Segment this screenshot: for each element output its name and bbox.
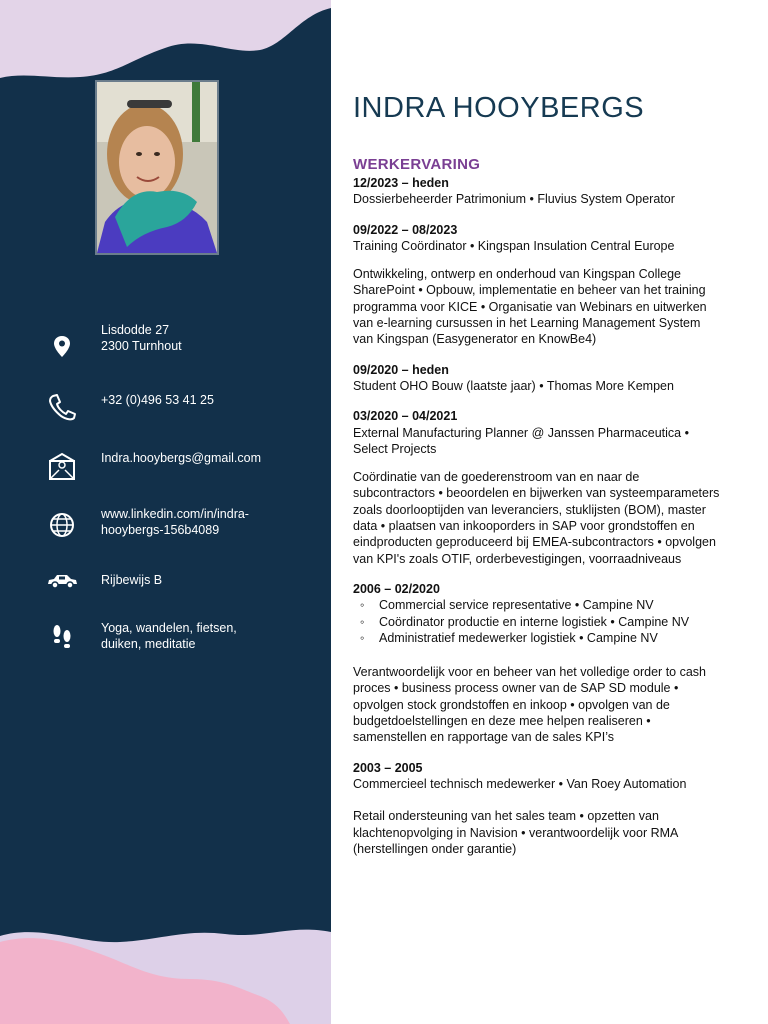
phone-icon [45, 392, 79, 422]
sidebar [0, 0, 331, 1024]
job-entry [353, 175, 723, 208]
profile-photo [95, 80, 219, 255]
job-entry [353, 362, 723, 395]
job-dates: 03/2020 – 04/2021 [353, 409, 458, 424]
linkedin-url-line-2[interactable]: hooybergs-156b4089 [101, 523, 220, 537]
job-role: Dossierbeheerder Patrimonium • Fluvius System Operator [353, 192, 675, 207]
hobbies-line-1: Yoga, wandelen, fietsen, [101, 621, 237, 635]
job-dates: 2006 – 02/2020 [353, 581, 440, 596]
job-role-item: ◦ Commercial service representative • Campine NV [353, 597, 723, 613]
location-pin-icon [45, 332, 79, 362]
job-description: Ontwikkeling, ontwerp en onderhoud van Kingspan College SharePoint • Opbouw, implementatie en beheer van het training programma voor KICE • Organisatie van Webinars en uitwerken van e-learning cursussen in het Learning Management System van Kingspan (Easygenerator en KnowBe4) [353, 267, 707, 347]
hobbies-line-2: duiken, meditatie [101, 637, 196, 651]
email-address[interactable]: Indra.hooybergs@gmail.com [101, 451, 261, 465]
email-icon [45, 452, 79, 482]
job-entry [353, 408, 723, 567]
job-dates: 09/2020 – heden [353, 362, 449, 377]
globe-icon [45, 510, 79, 540]
linkedin-url-line-1[interactable]: www.linkedin.com/in/indra- [101, 507, 249, 521]
job-dates: 12/2023 – heden [353, 176, 449, 190]
address-line-2: 2300 Turnhout [101, 339, 182, 353]
job-role: External Manufacturing Planner @ Janssen Pharmaceutica • Select Projects [353, 425, 689, 456]
car-icon [45, 565, 79, 595]
main-content [353, 88, 723, 857]
job-entry [353, 222, 723, 348]
job-role: Commercieel technisch medewerker • Van Roey Automation [353, 776, 687, 791]
job-role-item: ◦ Coördinator productie en interne logistiek • Campine NV [353, 614, 723, 630]
job-role-item: ◦ Administratief medewerker logistiek • Campine NV [353, 630, 723, 646]
job-entry [353, 581, 723, 746]
footprints-icon [45, 622, 79, 652]
job-entry [353, 760, 723, 857]
address-line-1: Lisdodde 27 [101, 323, 170, 337]
candidate-name: INDRA HOOYBERGS [353, 92, 645, 124]
phone-number[interactable]: +32 (0)496 53 41 25 [101, 393, 214, 407]
job-description: Coördinatie van de goederenstroom van en naar de subcontractors • beoordelen en bijwerken van systeemparameters zoals doorlooptijden van leveranciers, stuklijsten (BOM), master data • plaatsen van inkooporders in SAP voor grondstoffen en eindproducten geproduceerd bij EMEA-subcontractors • opvolgen van KPI's zoals OTIF, orderbevestigingen, voorraadniveaus [353, 470, 720, 566]
job-dates: 2003 – 2005 [353, 760, 423, 775]
license-text: Rijbewijs B [101, 573, 163, 587]
job-description: Verantwoordelijk voor en beheer van het volledige order to cash proces • business process owner van de SAP SD module • opvolgen stock grondstoffen en inkoop • opvolgen van de budgetdoelstellingen en deze mee helpen realiseren • samenstellen en rapportage van de sales KPI’s [353, 665, 706, 745]
job-role: Student OHO Bouw (laatste jaar) • Thomas More Kempen [353, 378, 674, 393]
job-dates: 09/2022 – 08/2023 [353, 222, 458, 237]
decorative-bottom-wave [0, 924, 331, 1024]
job-description: Retail ondersteuning van het sales team • opzetten van klachtenopvolging in Navision • verantwoordelijk voor RMA (herstellingen onder garantie) [353, 809, 678, 856]
job-role: Training Coördinator • Kingspan Insulation Central Europe [353, 238, 675, 253]
section-title-experience: WERKERVARING [353, 156, 481, 173]
job-role-list [353, 597, 723, 646]
decorative-top-wave [0, 0, 331, 90]
